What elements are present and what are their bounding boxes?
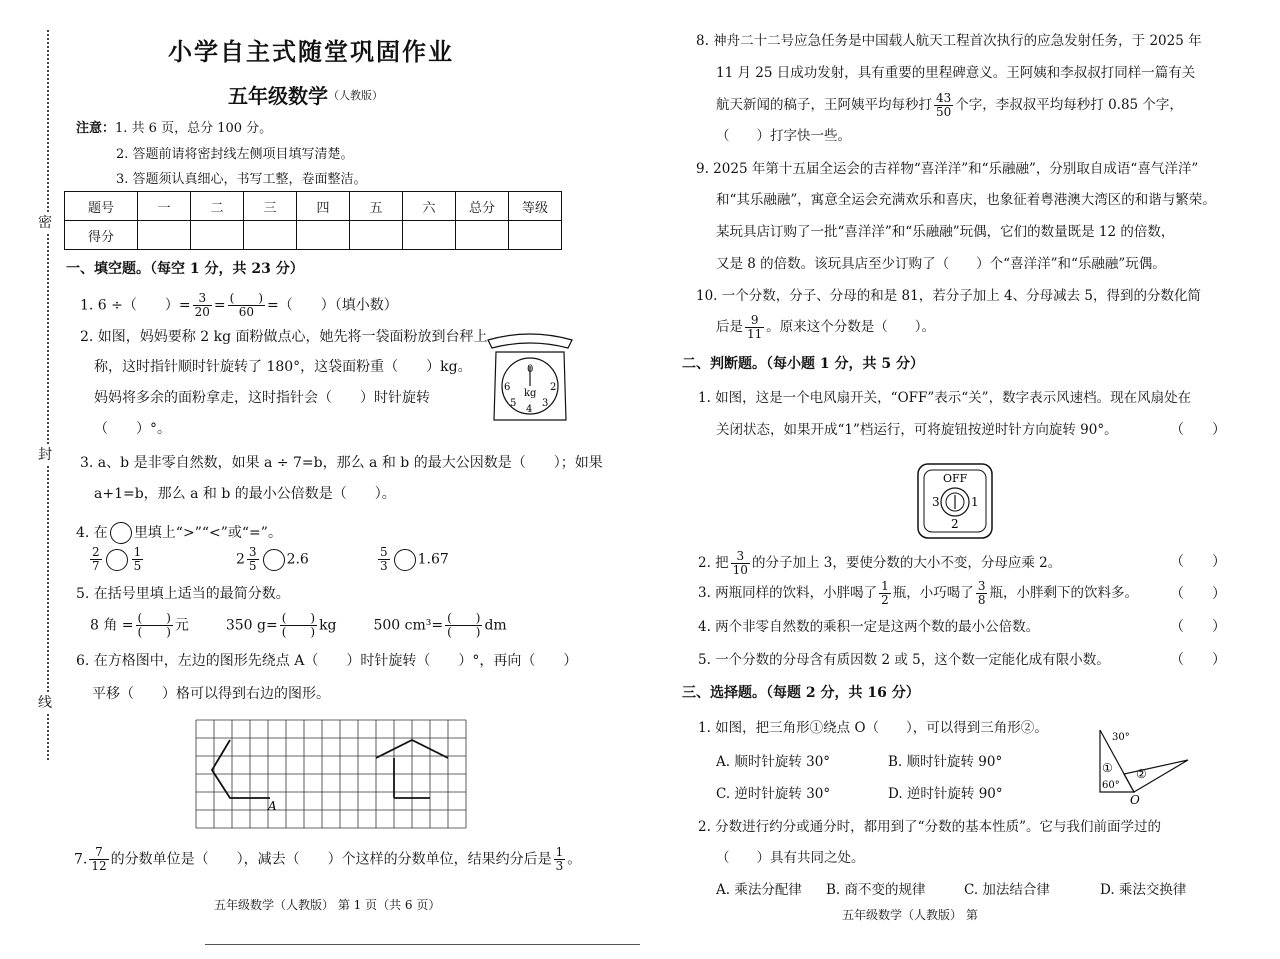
fan-speed-2: 2 <box>951 517 959 531</box>
compare-circle <box>110 522 132 544</box>
scale-num-3: 3 <box>542 398 549 409</box>
page-subtitle <box>228 84 383 108</box>
q5-blank-fraction <box>445 612 482 639</box>
q2-line-4: （ ）°。 <box>94 421 171 437</box>
score-header: 五 <box>350 192 403 221</box>
q10-den: 11 <box>747 327 763 341</box>
q4-den: 7 <box>92 559 100 573</box>
score-header: 二 <box>191 192 244 221</box>
score-cell[interactable] <box>403 221 456 250</box>
angle-30-label: 30° <box>1112 732 1130 743</box>
q4-item-2 <box>236 546 309 573</box>
j2-num: 3 <box>731 550 750 564</box>
section-heading-judge: 二、判断题。（每小题 1 分，共 5 分） <box>682 356 924 372</box>
score-header: 三 <box>244 192 297 221</box>
j1-line-2: 关闭状态，如果开成“1”档运行，可将旋钮按逆时针方向旋转 90°。 <box>716 422 1118 438</box>
right-page <box>660 0 1280 959</box>
q7-den: 12 <box>91 859 107 873</box>
scale-num-4: 4 <box>526 404 533 415</box>
q1-f2-num: ( ) <box>229 291 264 305</box>
c2-option-b[interactable]: B. 商不变的规律 <box>826 882 926 898</box>
q8-line-3 <box>716 92 1183 119</box>
j3-text-c: 瓶，小胖剩下的饮料多。 <box>989 585 1138 601</box>
scale-unit: kg <box>524 388 537 399</box>
q1-text-b: =（ ）（填小数） <box>267 297 398 314</box>
q10-line-1: 10. 一个分数，分子、分母的和是 81，若分子加上 4、分母减去 5，得到的分数化简 <box>696 288 1201 304</box>
q4-int: 2 <box>236 551 245 568</box>
q10-text-b: 。原来这个分数是（ ）。 <box>766 319 936 335</box>
q1-eq: = <box>213 297 226 314</box>
score-cell[interactable] <box>297 221 350 250</box>
q5-blank-fraction <box>136 612 173 639</box>
j1-answer[interactable]: （ ） <box>1170 422 1226 438</box>
edition-text: （人教版） <box>328 89 383 102</box>
q1-f1-num: 3 <box>193 292 212 306</box>
q4-fraction <box>132 546 144 573</box>
score-row-label: 得分 <box>65 221 138 250</box>
q5-den: ( ) <box>137 625 171 639</box>
q8-line-4: （ ）打字快一些。 <box>716 128 851 144</box>
question-1 <box>80 292 398 319</box>
q8-den: 50 <box>936 105 952 119</box>
q8-text-a: 航天新闻的稿子，王阿姨平均每秒打 <box>716 97 932 113</box>
q6-line-1: 6. 在方格图中，左边的图形先绕点 A（ ）时针旋转（ ）°，再向（ ） <box>76 653 578 669</box>
q4-value: 2.6 <box>286 551 309 568</box>
triangle-1-label: ① <box>1102 761 1113 775</box>
q2-line-2: 称，这时指针顺时针旋转了 180°，这袋面粉重（ ）kg。 <box>94 359 472 375</box>
page-title: 小学自主式随堂巩固作业 <box>168 37 454 66</box>
c1-option-b[interactable]: B. 顺时针旋转 90° <box>888 754 1003 770</box>
q3-line-1: 3. a、b 是非零自然数，如果 a ÷ 7=b，那么 a 和 b 的最大公因数是（ ）；如果 <box>80 455 603 471</box>
q4-text-b: 里填上“>”“<”或“=”。 <box>133 525 282 541</box>
point-a-label: A <box>268 799 277 813</box>
q8-fraction <box>934 92 953 119</box>
q9-line-3: 某玩具店订购了一批“喜洋洋”和“乐融融”玩偶，它们的数量既是 12 的倍数， <box>716 224 1175 240</box>
q2-line-1: 2. 如图，妈妈要称 2 kg 面粉做点心，她先将一袋面粉放到台秤上 <box>80 329 488 345</box>
j3-den: 8 <box>977 593 986 607</box>
q7-text-a: 7. <box>74 851 88 868</box>
score-header: 等级 <box>509 192 562 221</box>
seal-char-feng: 封 <box>38 444 52 464</box>
angle-60-label: 60° <box>1102 780 1120 791</box>
q1-fraction-1 <box>193 292 212 319</box>
q4-item-3 <box>376 546 449 573</box>
score-header-row <box>65 192 562 221</box>
q9-line-2: 和“其乐融融”，寓意全运会充满欢乐和喜庆，也象征着粤港澳大湾区的和谐与繁荣。 <box>716 192 1216 208</box>
q4-num: 3 <box>248 545 257 559</box>
point-o-label: O <box>1130 793 1140 807</box>
q4-num: 1 <box>133 545 142 559</box>
q7-fraction <box>89 846 108 873</box>
seal-char-xian: 线 <box>38 692 52 712</box>
c2-line-1: 2. 分数进行约分或通分时，都用到了“分数的基本性质”。它与我们前面学过的 <box>698 819 1161 835</box>
score-header: 四 <box>297 192 350 221</box>
question-7 <box>74 846 581 873</box>
score-cell[interactable] <box>138 221 191 250</box>
q3-line-2: a+1=b，那么 a 和 b 的最小公倍数是（ ）。 <box>94 486 396 502</box>
j3-line <box>698 580 1138 607</box>
score-cell[interactable] <box>456 221 509 250</box>
compare-circle[interactable] <box>263 549 285 571</box>
score-cell[interactable] <box>244 221 297 250</box>
j2-answer[interactable]: （ ） <box>1170 554 1226 570</box>
q4-fraction <box>247 546 259 573</box>
score-header: 总分 <box>456 192 509 221</box>
q4-text-a: 4. 在 <box>76 525 108 541</box>
j2-fraction <box>731 550 750 577</box>
q10-num: 9 <box>745 314 764 328</box>
q5-num: ( ) <box>137 611 171 625</box>
q7-text-c: 。 <box>567 851 582 868</box>
c2-line-2: （ ）具有共同之处。 <box>716 850 865 866</box>
q9-line-4: 又是 8 的倍数。该玩具店至少订购了（ ）个“喜洋洋”和“乐融融”玩偶。 <box>716 256 1166 272</box>
seal-char-mi: 密 <box>38 212 52 232</box>
q5-items <box>90 612 507 639</box>
score-header: 题号 <box>65 192 138 221</box>
q7-result-fraction <box>554 846 566 873</box>
score-value-row <box>65 221 562 250</box>
q5-den: ( ) <box>281 625 316 639</box>
c2-option-c[interactable]: C. 加法结合律 <box>964 882 1050 898</box>
section-heading-fill: 一、填空题。（每空 1 分，共 23 分） <box>66 261 304 277</box>
notes-2: 2. 答题前请将密封线左侧项目填写清楚。 <box>116 147 354 162</box>
scale-num-0: 0 <box>527 364 534 375</box>
j5-line: 5. 一个分数的分母含有质因数 2 或 5，这个数一定能化成有限小数。 <box>698 652 1110 668</box>
q5-c-unit: dm <box>484 617 507 634</box>
c1-line-1: 1. 如图，把三角形①绕点 O（ ），可以得到三角形②。 <box>698 720 1048 736</box>
q5-line-1: 5. 在括号里填上适当的最简分数。 <box>76 586 290 602</box>
score-cell[interactable] <box>509 221 562 250</box>
j3-fraction-1 <box>879 580 891 607</box>
q8-num: 43 <box>936 91 952 105</box>
q4-den: 5 <box>133 559 142 573</box>
compare-circle[interactable] <box>106 549 128 571</box>
c1-option-d[interactable]: D. 逆时针旋转 90° <box>888 786 1003 802</box>
q6-line-2: 平移（ ）格可以得到右边的图形。 <box>92 686 330 702</box>
q5-blank-fraction <box>280 612 317 639</box>
c1-option-c[interactable]: C. 逆时针旋转 30° <box>716 786 831 802</box>
q5-num: ( ) <box>281 611 316 625</box>
q4-den: 3 <box>380 559 388 573</box>
q5-b-text: 350 g= <box>225 617 278 634</box>
bottom-rule <box>205 944 640 945</box>
q7-text-b: 的分数单位是（ ），减去（ ）个这样的分数单位，结果约分后是 <box>110 851 552 868</box>
score-table <box>64 191 562 250</box>
q8-line-2: 11 月 25 日成功发射，具有重要的里程碑意义。王阿姨和李叔叔打同样一篇有关 <box>716 65 1196 81</box>
j2-text-b: 的分子加上 3，要使分数的大小不变，分母应乘 2。 <box>751 555 1062 571</box>
scale-num-2: 2 <box>550 382 557 393</box>
q7-result-num: 1 <box>555 845 564 859</box>
j2-den: 10 <box>732 563 748 577</box>
q9-line-1: 9. 2025 年第十五届全运会的吉祥物“喜洋洋”和“乐融融”，分别取自成语“喜气洋洋” <box>696 161 1199 177</box>
j3-fraction-2 <box>976 580 988 607</box>
c2-option-d[interactable]: D. 乘法交换律 <box>1100 882 1187 898</box>
q2-line-3: 妈妈将多余的面粉拿走，这时指针会（ ）时针旋转 <box>94 390 430 406</box>
triangle-2-label: ② <box>1136 767 1147 781</box>
scale-num-6: 6 <box>504 382 511 393</box>
grid-figure <box>194 718 468 836</box>
section-heading-choice: 三、选择题。（每题 2 分，共 16 分） <box>682 685 920 701</box>
score-cell[interactable] <box>350 221 403 250</box>
q5-c-text: 500 cm³= <box>373 617 444 634</box>
score-header: 一 <box>138 192 191 221</box>
q1-f2-den: 60 <box>238 305 254 319</box>
notes-3: 3. 答题须认真细心，书写工整，卷面整洁。 <box>116 172 367 187</box>
notes-text-1: 1. 共 6 页，总分 100 分。 <box>115 121 273 136</box>
c2-option-a[interactable]: A. 乘法分配律 <box>716 882 802 898</box>
fan-off-label: OFF <box>943 472 968 485</box>
c1-option-a[interactable]: A. 顺时针旋转 30° <box>716 754 831 770</box>
q1-text-a: 1. 6 ÷（ ）= <box>80 297 191 314</box>
j2-line <box>698 550 1061 577</box>
score-cell[interactable] <box>191 221 244 250</box>
q5-den: ( ) <box>447 625 481 639</box>
q1-f1-den: 20 <box>194 305 210 319</box>
triangle-figure <box>1094 726 1194 808</box>
scale-figure <box>482 330 578 430</box>
q4-value: 1.67 <box>417 551 449 568</box>
j1-line-1: 1. 如图，这是一个电风扇开关，“OFF”表示“关”，数字表示风速档。现在风扇处在 <box>698 390 1192 406</box>
j3-text-a: 3. 两瓶同样的饮料，小胖喝了 <box>698 585 878 601</box>
fan-switch-figure <box>916 462 994 540</box>
j5-answer[interactable]: （ ） <box>1170 652 1226 668</box>
q4-num: 2 <box>92 545 100 559</box>
q10-text-a: 后是 <box>716 319 743 335</box>
j3-den: 2 <box>881 593 889 607</box>
compare-circle[interactable] <box>394 549 416 571</box>
q1-fraction-2 <box>228 292 265 319</box>
q4-den: 5 <box>248 559 257 573</box>
q4-line-1 <box>76 522 282 544</box>
q5-b-unit: kg <box>319 617 337 634</box>
q7-num: 7 <box>89 846 108 860</box>
left-footer: 五年级数学（人教版） 第 1 页（共 6 页） <box>214 898 441 912</box>
q5-num: ( ) <box>447 611 481 625</box>
q8-line-1: 8. 神舟二十二号应急任务是中国载人航天工程首次执行的应急发射任务，于 2025 年 <box>696 33 1202 49</box>
notes-1 <box>76 120 272 138</box>
q5-a-text: 8 角 = <box>90 617 134 634</box>
subtitle-text: 五年级数学 <box>228 84 328 108</box>
q4-fraction <box>378 546 390 573</box>
scale-num-5: 5 <box>510 398 517 409</box>
j4-answer[interactable]: （ ） <box>1170 619 1226 635</box>
j3-answer[interactable]: （ ） <box>1170 586 1226 602</box>
j3-text-b: 瓶，小巧喝了 <box>892 585 974 601</box>
q10-fraction <box>745 314 764 341</box>
j4-line: 4. 两个非零自然数的乘积一定是这两个数的最小公倍数。 <box>698 619 1040 635</box>
q4-fraction <box>90 546 102 573</box>
q4-item-1 <box>88 546 145 573</box>
score-header: 六 <box>403 192 456 221</box>
q4-num: 5 <box>380 545 388 559</box>
fan-speed-1: 1 <box>971 495 979 509</box>
q5-a-unit: 元 <box>174 617 189 634</box>
j3-num: 1 <box>881 579 889 593</box>
j2-text-a: 2. 把 <box>698 555 729 571</box>
q7-result-den: 3 <box>555 859 564 873</box>
j3-num: 3 <box>977 579 986 593</box>
q10-line-2 <box>716 314 935 341</box>
q8-text-b: 个字，李叔叔平均每秒打 0.85 个字， <box>955 97 1183 113</box>
notes-label: 注意： <box>76 121 116 136</box>
fan-speed-3: 3 <box>932 495 940 509</box>
right-footer: 五年级数学（人教版） 第 <box>842 908 978 922</box>
